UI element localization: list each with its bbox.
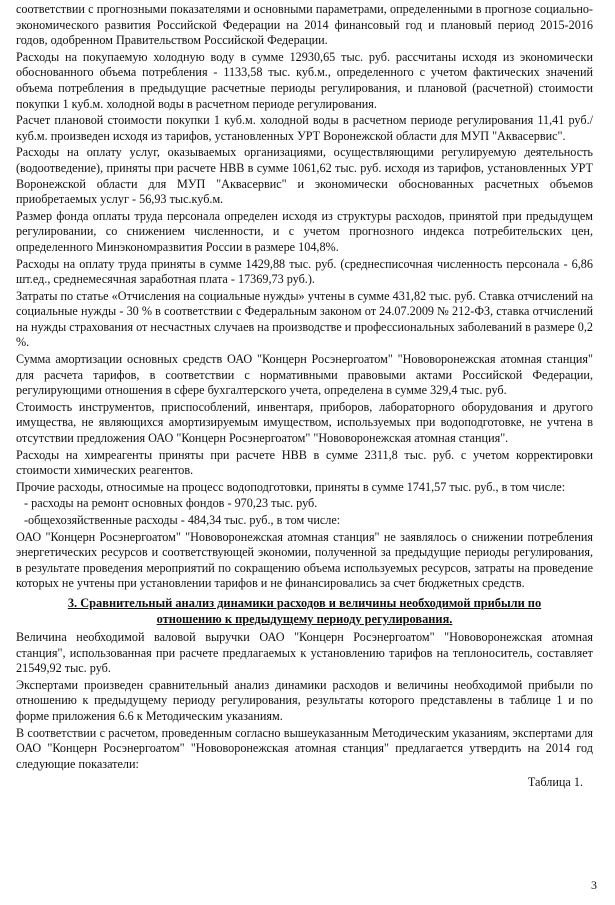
paragraph-forecast: соответствии с прогнозными показателями и основными параметрами, определенными в прогнозе социально-экономического развития Российской Федерации на 2014 финансовый год и плановый период 2015-2016 годов, одобренном Правительством Российской Федерации. bbox=[16, 2, 593, 48]
paragraph-chemicals: Расходы на химреагенты приняты при расчете НВВ в сумме 2311,8 тыс. руб. с учетом корректировки стоимости химических реагентов. bbox=[16, 447, 593, 478]
paragraph-energy-saving: ОАО "Концерн Росэнергоатом" "Нововоронежская атомная станция" не заявлялось о снижении потребления энергетических ресурсов и соответствующей экономии, полученной за предыдущие периоды регулирования, в результате проведения мероприятий по сокращению объема используемых ресурсов, затраты на проведение которых не учтены при установлении тарифов и не финансировались за счет бюджетных средств. bbox=[16, 529, 593, 591]
table-label: Таблица 1. bbox=[527, 775, 583, 790]
paragraph-social-contributions: Затраты по статье «Отчисления на социальные нужды» учтены в сумме 431,82 тыс. руб. Ставка отчислений на социальные нужды - 30 % в соответствии с Федеральным законом от 24.07.2009 № 212-ФЗ, ставка отчислений на нужды страхования от несчастных случаев на производстве и профессиональных заболеваний в размере 0,2 %. bbox=[16, 288, 593, 350]
paragraph-payroll-fund: Размер фонда оплаты труда персонала определен исходя из структуры расходов, принятой при предыдущем регулировании, со снижением численности, и с учетом прогнозного индекса потребительских цен, определенного Минэкономразвития России в размере 104,8%. bbox=[16, 208, 593, 254]
section-heading: 3. Сравнительный анализ динамики расходов и величины необходимой прибыли по отношению к предыдущему периоду регулирования. bbox=[67, 595, 542, 626]
page-number: 3 bbox=[591, 878, 597, 892]
paragraph-other-expenses: Прочие расходы, относимые на процесс водоподготовки, приняты в сумме 1741,57 тыс. руб., в том числе: bbox=[16, 479, 566, 494]
paragraph-analysis: Экспертами произведен сравнительный анализ динамики расходов и величины необходимой прибыли по отношению к предыдущему периоду регулирования, результаты которого представлены в таблице 1 и по форме приложения 6.6 к Методическим указаниям. bbox=[16, 677, 593, 723]
paragraph-water-cost: Расчет плановой стоимости покупки 1 куб.м. холодной воды в расчетном периоде регулирования 11,41 руб./куб.м. произведен исходя из тарифов, установленных УРТ Воронежской области для МУП "Аквасервис". bbox=[16, 113, 593, 143]
paragraph-cold-water: Расходы на покупаемую холодную воду в сумме 12930,65 тыс. руб. рассчитаны исходя из экономически обоснованного объема потребления - 1133,58 тыс. куб.м., определенного с учетом фактических значений объема потребления в предыдущие расчетные периоды регулирования, и плановой (расчетной) стоимости покупки 1 куб.м. холодной воды в расчетном периоде регулирования. bbox=[16, 49, 593, 111]
list-item-repair: - расходы на ремонт основных фондов - 970,23 тыс. руб. bbox=[24, 496, 318, 511]
paragraph-labor-costs: Расходы на оплату труда приняты в сумме 1429,88 тыс. руб. (среднесписочная численность персонала - 6,86 шт.ед., среднемесячная заработная плата - 17369,73 руб.). bbox=[16, 256, 593, 287]
paragraph-depreciation: Сумма амортизации основных средств ОАО "Концерн Росэнергоатом" "Нововоронежская атомная станция" для расчета тарифов, в соответствии с нормативными правовыми актами Российской Федерации, регулирующими отношения в сфере бухгалтерского учета, определена в сумме 329,4 тыс. руб. bbox=[16, 352, 593, 398]
paragraph-revenue: Величина необходимой валовой выручки ОАО "Концерн Росэнергоатом" "Нововоронежская атомная станция", использованная при расчете предлагаемых к установлению тарифов на теплоноситель, составляет 21549,92 тыс. руб. bbox=[16, 629, 593, 676]
paragraph-proposal: В соответствии с расчетом, проведенным согласно вышеуказанным Методическим указаниям, экспертами для ОАО "Концерн Росэнергоатом" "Нововоронежская атомная станция" предлагается утвердить на 2014 год следующие показатели: bbox=[16, 725, 593, 771]
list-item-overhead: -общехозяйственные расходы - 484,34 тыс. руб., в том числе: bbox=[24, 513, 341, 527]
paragraph-tools: Стоимость инструментов, приспособлений, инвентаря, приборов, лабораторного оборудования и другого имущества, не являющихся амортизируемым имуществом, используемых при водоподготовке, не учтена в отсутствии предложения ОАО "Концерн Росэнергоатом" "Нововоронежская атомная станция". bbox=[16, 399, 593, 446]
paragraph-services: Расходы на оплату услуг, оказываемых организациями, осуществляющими регулируемую деятельность (водоотведение), приняты при расчете НВВ в сумме 1061,62 тыс. руб. исходя из тарифов, установленных УРТ Воронежской области для МУП "Аквасервис" и экономически обоснованных расчетных объемов приобретаемых услуг - 56,93 тыс.куб.м. bbox=[16, 145, 593, 207]
